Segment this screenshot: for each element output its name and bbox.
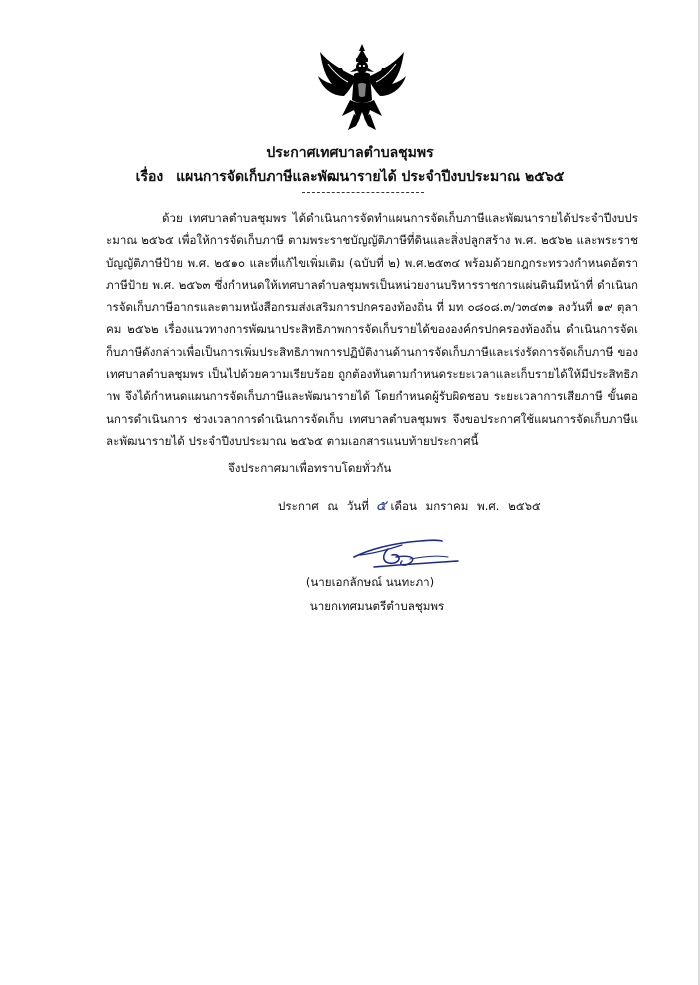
signer-title: นายกเทศมนตรีตำบลชุมพร <box>309 599 445 613</box>
signature-icon <box>350 535 462 575</box>
divider <box>302 192 424 193</box>
header <box>0 142 700 188</box>
date-prefix: ประกาศ <box>278 499 319 513</box>
date-month: มกราคม <box>425 499 469 513</box>
date-year: ๒๕๖๕ <box>508 499 541 513</box>
page-title: ประกาศเทศบาลตำบลชุมพร <box>266 145 434 161</box>
closing-line: จึงประกาศมาเพื่อทราบโดยทั่วกัน <box>228 461 392 475</box>
body-paragraph: ด้วย เทศบาลตำบลชุมพร ได้ดำเนินการจัดทำแผนการจัดเก็บภาษีและพัฒนารายได้ประจำปีงบประมาณ ๒๕๖๕ เพื่อให้การจัดเก็บภาษี ตามพระราชบัญญัติภาษีที่ดินและสิ่งปลูกสร้าง พ.ศ. ๒๕๖๒ และพระราชบัญญัติภาษีป้าย พ.ศ. ๒๕๑๐ และที่แก้ไขเพิ่มเติม (ฉบับที่ ๒) พ.ศ.๒๕๓๔ พร้อมด้วยกฎกระทรวงกำหนดอัตราภาษีป้าย พ.ศ. ๒๕๖๓ ซึ่งกำหนดให้เทศบาลตำบลชุมพรเป็นหน่วยงานบริหารราชการแผ่นดินมีหน้าที่ ดำเนินการจัดเก็บภาษีอากรและตามหนังสือกรมส่งเสริมการปกครองท้องถิ่น ที่ มท ๐๘๐๘.๓/ว๓๔๓๑ ลงวันที่ ๑๙ ตุลาคม ๒๕๖๒ เรื่องแนวทางการพัฒนาประสิทธิภาพการจัดเก็บรายได้ขององค์กรปกครองท้องถิ่น ดำเนินการจัดเก็บภาษีดังกล่าวเพื่อเป็นการเพิ่มประสิทธิภาพการปฏิบัติงานด้านการจัดเก็บภาษีและเร่งรัดการจัดเก็บภาษี ของเทศบาลตำบลชุมพร เป็นไปด้วยความเรียบร้อย ถูกต้องทันตามกำหนดระยะเวลาและเก็บรายได้ให้มีประสิทธิภาพ จึงได้กำหนดแผนการจัดเก็บภาษีและพัฒนารายได้ โดยกำหนดผู้รับผิดชอบ ระยะเวลาการเสียภาษี ขั้นตอนการดำเนินการ ช่วงเวลาการดำเนินการจัดเก็บ เทศบาลตำบลชุมพร จึงขอประกาศใช้แผนการจัดเก็บภาษีและพัฒนารายได้ ประจำปีงบประมาณ ๒๕๖๕ ตามเอกสารแนบท้ายประกาศนี้ <box>106 211 638 448</box>
announcement-date <box>278 496 546 516</box>
subject-label: เรื่อง <box>135 169 164 185</box>
subject-line <box>0 166 700 188</box>
date-month-label: เดือน <box>390 499 417 513</box>
signer-name: (นายเอกลักษณ์ นนทะภา) <box>305 575 435 589</box>
date-day-label: วันที่ <box>346 499 369 513</box>
date-at: ณ <box>327 499 339 513</box>
subject-text: แผนการจัดเก็บภาษีและพัฒนารายได้ ประจำปีงบประมาณ ๒๕๖๕ <box>176 169 565 185</box>
date-day: ๕ <box>375 498 387 514</box>
date-year-label: พ.ศ. <box>477 499 500 513</box>
garuda-emblem-icon <box>314 40 410 136</box>
